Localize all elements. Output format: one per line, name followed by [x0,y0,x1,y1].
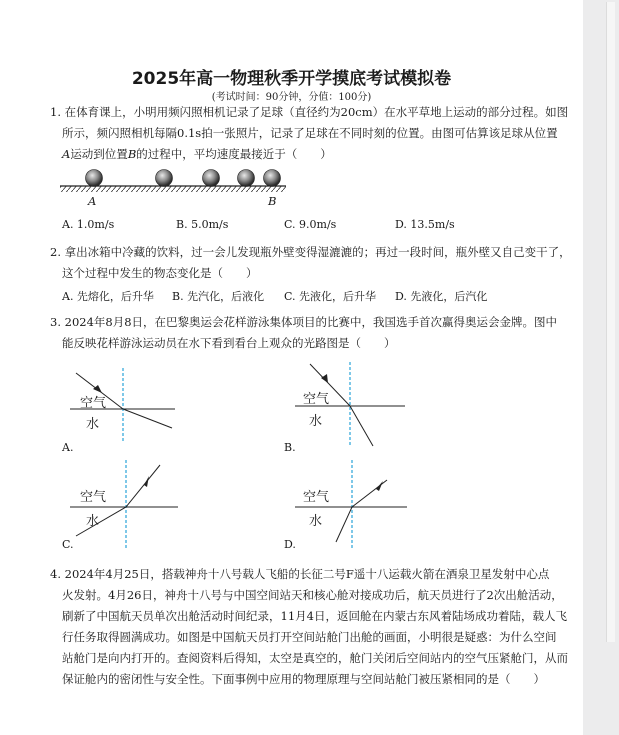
q4-line-5: 站舱门是向内打开的。查阅资料后得知，太空是真空的，舱门关闭后空间站内的空气压紧舱门，从而 [62,651,568,665]
water-label: 水 [86,514,100,529]
q1-option-d: D. 13.5m/s [395,218,455,231]
q2-option-d: D. 先液化，后汽化 [395,290,488,303]
air-label: 空气 [80,490,107,505]
q1-pos-a: A [62,147,71,161]
page-title: 2025年高一物理秋季开学摸底考试模拟卷 [131,69,452,89]
q2-option-a: A. 先熔化，后升华 [62,290,154,303]
ball-position [203,170,220,187]
q1-option-c: C. 9.0m/s [284,218,337,231]
water-label: 水 [309,414,323,429]
fig-label-a: A [88,194,97,208]
q4-line-6: 保证舱内的密闭性与安全性。下面事例中应用的物理原理与空间站舱门被压紧相同的是（ ） [62,672,545,686]
air-label: 空气 [80,396,107,411]
air-label: 空气 [303,490,330,505]
ball-position [156,170,173,187]
q2-line-1: 2. 拿出冰箱中冷藏的饮料，过一会儿发现瓶外壁变得湿漉漉的；再过一段时间，瓶外壁又自己变干了， [50,245,571,259]
diagram-label-b: B. [284,441,296,454]
ball-position-b [264,170,281,187]
diagram-label-c: C. [62,538,74,551]
diagram-label-d: D. [284,538,296,551]
q1-line-1: 1. 在体育课上，小明用频闪照相机记录了足球（直径约为20cm）在水平草地上运动的部分过程。如图 [50,105,569,119]
q4-line-4: 行任务取得圆满成功。如图是中国航天员打开空间站舱门出舱的画面，小明很是疑惑：为什么空间 [62,630,557,644]
q4-line-2: 火发射。4月26日，神舟十八号与中国空间站天和核心舱对接成功后，航天员进行了2次出舱活动， [62,588,563,602]
q1-line-3: A运动到位置B的过程中，平均速度最接近于（ ） [62,147,332,161]
light-path-diagram-b [295,362,415,452]
fig-label-b: B [268,194,277,208]
q1-pos-b: B [127,147,137,161]
diagram-label-a: A. [62,441,74,454]
q2-line-2: 这个过程中发生的物态变化是（ ） [62,266,258,280]
light-path-diagram-d [295,460,415,550]
air-label: 空气 [303,392,330,407]
q4-line-1: 4. 2024年4月25日，搭载神舟十八号载人飞船的长征二号F遥十八运载火箭在酒泉卫星发射中心点 [50,567,550,581]
ball-position [238,170,255,187]
scrollbar-thumb[interactable] [606,2,615,642]
q3-line-1: 3. 2024年8月8日，在巴黎奥运会花样游泳集体项目的比赛中，我国选手首次赢得奥运会金牌。图中 [50,315,558,329]
q2-option-c: C. 先液化，后升华 [284,290,377,303]
q4-line-3: 刷新了中国航天员单次出舱活动时间纪录，11月4日，返回舱在内蒙古东风着陆场成功着陆，载人飞 [62,609,567,623]
q1-option-a: A. 1.0m/s [62,218,115,231]
ball-position-a [86,170,103,187]
q3-line-2: 能反映花样游泳运动员在水下看到看台上观众的光路图是（ ） [62,336,396,350]
light-path-diagram-c [70,460,190,550]
water-label: 水 [86,417,100,432]
q1-line-2: 所示，频闪照相机每隔0.1s拍一张照片，记录了足球在不同时刻的位置。由图可估算该足球从位置 [62,126,558,140]
q2-option-b: B. 先汽化，后液化 [172,290,265,303]
q1-option-b: B. 5.0m/s [176,218,229,231]
water-label: 水 [309,514,323,529]
exam-info: (考试时间：90分钟，分值：100分) [211,92,372,103]
